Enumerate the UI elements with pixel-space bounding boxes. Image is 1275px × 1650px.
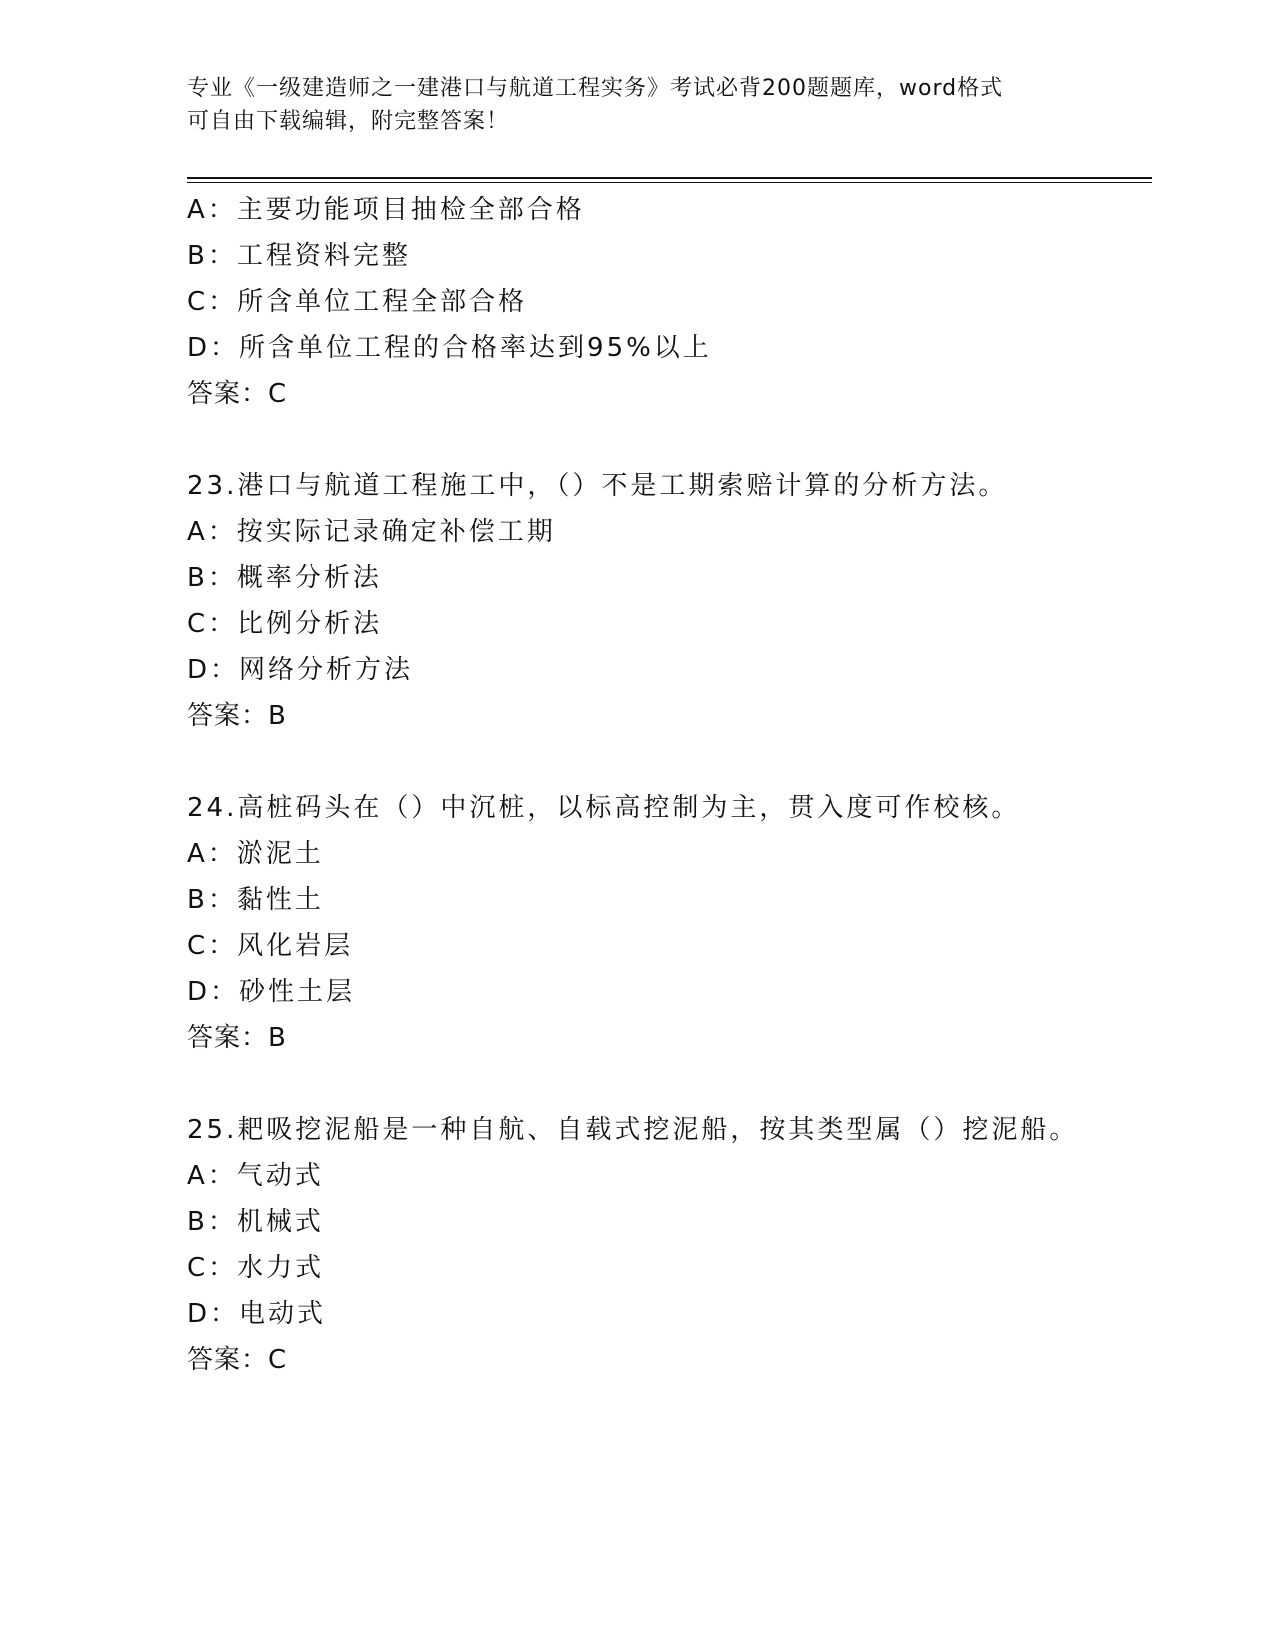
- question-block-24: [187, 785, 1147, 1061]
- option-a: A：主要功能项目抽检全部合格: [187, 195, 585, 225]
- header-line-1: 专业《一级建造师之一建港口与航道工程实务》考试必背200题题库，word格式: [187, 76, 1004, 101]
- question-list: [187, 187, 1147, 1383]
- answer-line: 答案：B: [187, 701, 287, 731]
- question-block-23: [187, 463, 1147, 739]
- question-text: 25.耙吸挖泥船是一种自航、自载式挖泥船，按其类型属（）挖泥船。: [187, 1115, 1079, 1145]
- option-d: D：砂性土层: [187, 977, 356, 1007]
- option-b: B：黏性土: [187, 885, 324, 915]
- option-d: D：电动式: [187, 1299, 327, 1329]
- question-block-25: [187, 1107, 1147, 1383]
- option-a: A：淤泥土: [187, 839, 324, 869]
- header-line-2: 可自由下载编辑，附完整答案！: [187, 109, 510, 134]
- option-b: B：概率分析法: [187, 563, 382, 593]
- option-a: A：按实际记录确定补偿工期: [187, 517, 556, 547]
- document-header: [187, 72, 1087, 138]
- answer-line: 答案：C: [187, 1345, 288, 1375]
- option-d: D：网络分析方法: [187, 655, 414, 685]
- question-text: 24.高桩码头在（）中沉桩，以标高控制为主，贯入度可作校核。: [187, 793, 1021, 823]
- option-b: B：工程资料完整: [187, 241, 411, 271]
- option-c: C：水力式: [187, 1253, 325, 1283]
- header-divider-thin: [187, 182, 1152, 183]
- option-d: D：所含单位工程的合格率达到95%以上: [187, 333, 712, 363]
- option-c: C：风化岩层: [187, 931, 354, 961]
- answer-line: 答案：B: [187, 1023, 287, 1053]
- question-text: 23.港口与航道工程施工中，（）不是工期索赔计算的分析方法。: [187, 471, 1008, 501]
- answer-line: 答案：C: [187, 379, 288, 409]
- option-c: C：比例分析法: [187, 609, 383, 639]
- question-block-22: [187, 187, 1147, 417]
- option-a: A：气动式: [187, 1161, 324, 1191]
- option-c: C：所含单位工程全部合格: [187, 287, 528, 317]
- option-b: B：机械式: [187, 1207, 324, 1237]
- header-divider-thick: [187, 177, 1152, 179]
